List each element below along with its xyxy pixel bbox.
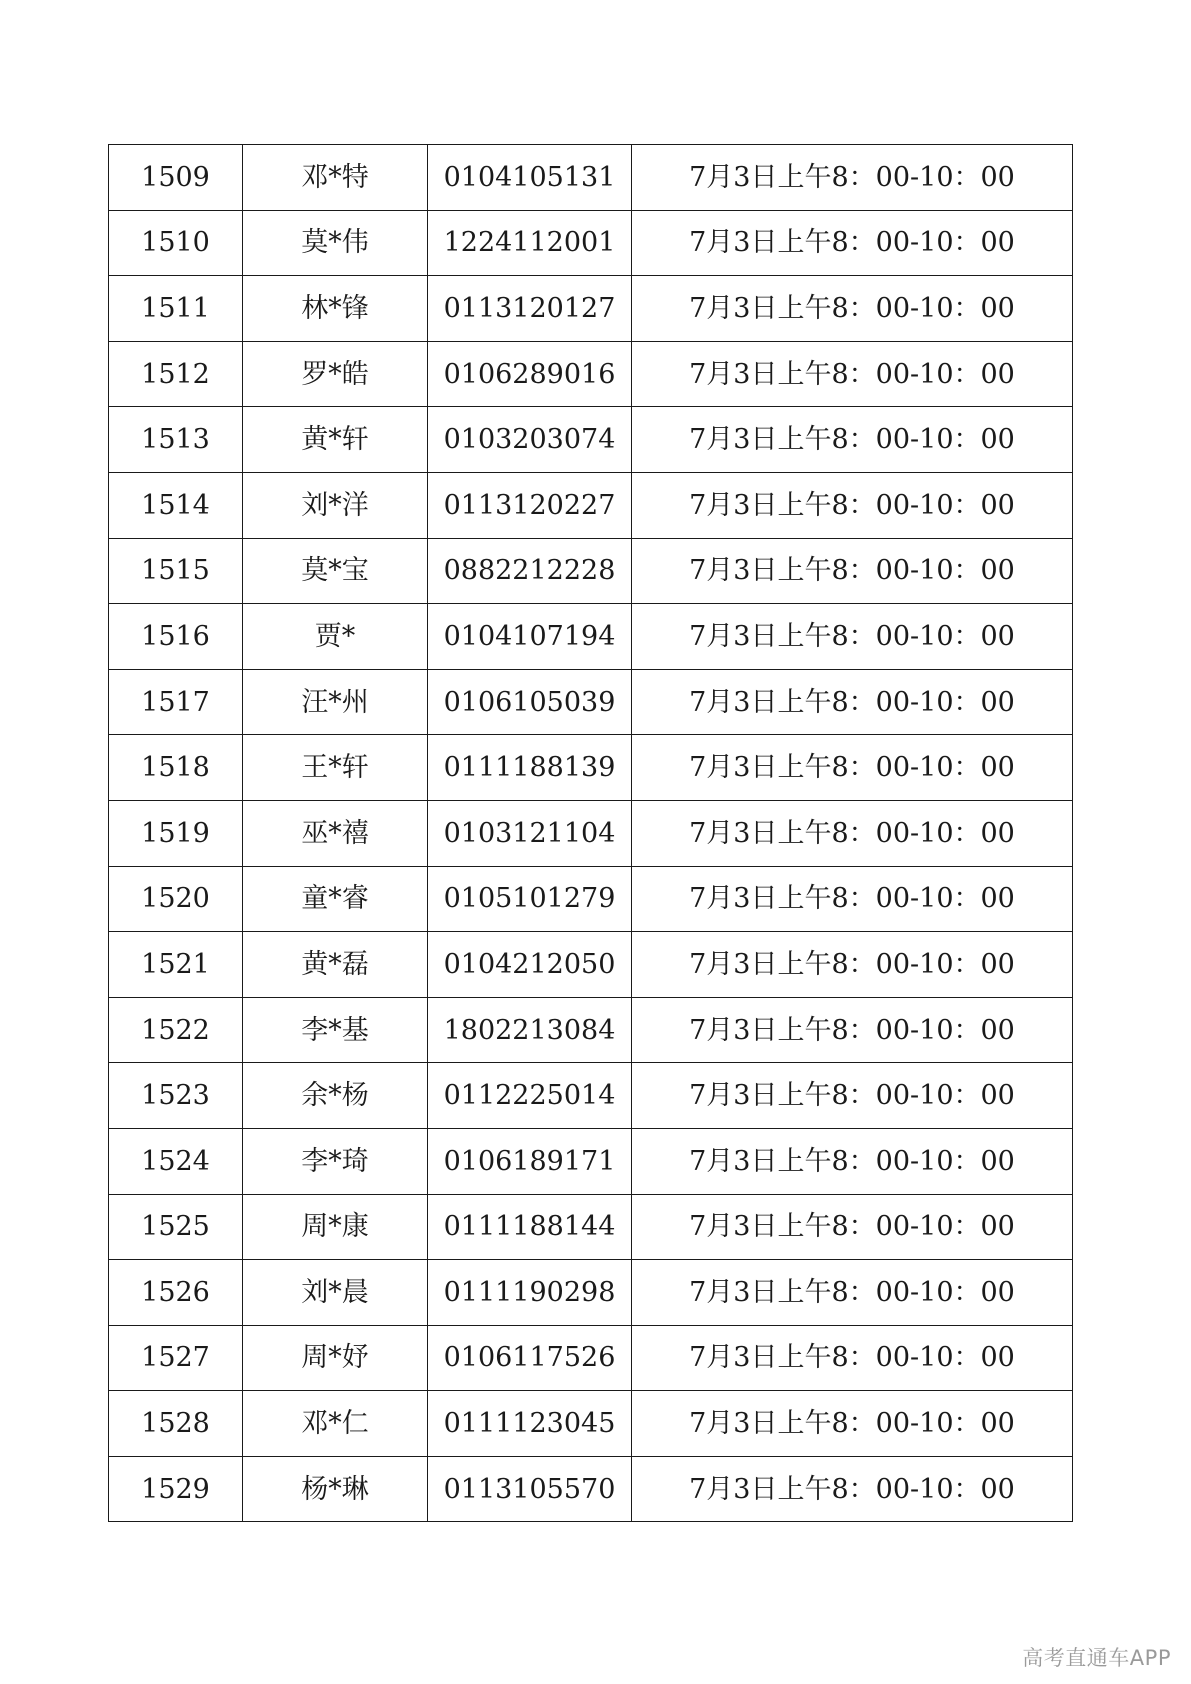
table-row: [109, 341, 1073, 407]
time-slot-cell: 7月3日上午8：00-10：00: [632, 1194, 1073, 1260]
row-number-cell: 1515: [109, 538, 243, 604]
id-number-cell: 0104105131: [428, 145, 632, 211]
row-number-cell: 1529: [109, 1456, 243, 1522]
table-row: [109, 1456, 1073, 1522]
table-row: [109, 538, 1073, 604]
id-number-cell: 1224112001: [428, 210, 632, 276]
row-number-cell: 1509: [109, 145, 243, 211]
name-cell: 杨*琳: [243, 1456, 428, 1522]
time-slot-cell: 7月3日上午8：00-10：00: [632, 1128, 1073, 1194]
row-number-cell: 1522: [109, 997, 243, 1063]
roster-table: [108, 144, 1073, 1522]
id-number-cell: 0103121104: [428, 800, 632, 866]
row-number-cell: 1526: [109, 1260, 243, 1326]
table-row: [109, 407, 1073, 473]
name-cell: 邓*仁: [243, 1391, 428, 1457]
id-number-cell: 0111190298: [428, 1260, 632, 1326]
time-slot-cell: 7月3日上午8：00-10：00: [632, 276, 1073, 342]
table-row: [109, 210, 1073, 276]
time-slot-cell: 7月3日上午8：00-10：00: [632, 604, 1073, 670]
id-number-cell: 0106189171: [428, 1128, 632, 1194]
name-cell: 周*康: [243, 1194, 428, 1260]
time-slot-cell: 7月3日上午8：00-10：00: [632, 210, 1073, 276]
id-number-cell: 0106105039: [428, 669, 632, 735]
name-cell: 李*基: [243, 997, 428, 1063]
table-row: [109, 604, 1073, 670]
id-number-cell: 0105101279: [428, 866, 632, 932]
row-number-cell: 1510: [109, 210, 243, 276]
row-number-cell: 1528: [109, 1391, 243, 1457]
row-number-cell: 1520: [109, 866, 243, 932]
id-number-cell: 0113120227: [428, 472, 632, 538]
roster-table-body: [109, 145, 1073, 1522]
table-row: [109, 1194, 1073, 1260]
row-number-cell: 1524: [109, 1128, 243, 1194]
time-slot-cell: 7月3日上午8：00-10：00: [632, 932, 1073, 998]
id-number-cell: 0111123045: [428, 1391, 632, 1457]
id-number-cell: 0112225014: [428, 1063, 632, 1129]
id-number-cell: 0106289016: [428, 341, 632, 407]
table-row: [109, 1260, 1073, 1326]
row-number-cell: 1517: [109, 669, 243, 735]
id-number-cell: 0103203074: [428, 407, 632, 473]
id-number-cell: 0104107194: [428, 604, 632, 670]
name-cell: 余*杨: [243, 1063, 428, 1129]
name-cell: 黄*轩: [243, 407, 428, 473]
time-slot-cell: 7月3日上午8：00-10：00: [632, 735, 1073, 801]
name-cell: 林*锋: [243, 276, 428, 342]
row-number-cell: 1525: [109, 1194, 243, 1260]
name-cell: 黄*磊: [243, 932, 428, 998]
table-row: [109, 997, 1073, 1063]
row-number-cell: 1511: [109, 276, 243, 342]
table-row: [109, 1325, 1073, 1391]
row-number-cell: 1518: [109, 735, 243, 801]
name-cell: 周*妤: [243, 1325, 428, 1391]
table-row: [109, 800, 1073, 866]
table-row: [109, 472, 1073, 538]
row-number-cell: 1523: [109, 1063, 243, 1129]
time-slot-cell: 7月3日上午8：00-10：00: [632, 997, 1073, 1063]
table-row: [109, 145, 1073, 211]
name-cell: 贾*: [243, 604, 428, 670]
id-number-cell: 0113105570: [428, 1456, 632, 1522]
time-slot-cell: 7月3日上午8：00-10：00: [632, 866, 1073, 932]
time-slot-cell: 7月3日上午8：00-10：00: [632, 1325, 1073, 1391]
table-row: [109, 1391, 1073, 1457]
name-cell: 邓*特: [243, 145, 428, 211]
table-row: [109, 276, 1073, 342]
time-slot-cell: 7月3日上午8：00-10：00: [632, 1456, 1073, 1522]
name-cell: 巫*禧: [243, 800, 428, 866]
time-slot-cell: 7月3日上午8：00-10：00: [632, 472, 1073, 538]
name-cell: 王*轩: [243, 735, 428, 801]
table-row: [109, 669, 1073, 735]
id-number-cell: 0111188139: [428, 735, 632, 801]
name-cell: 刘*晨: [243, 1260, 428, 1326]
name-cell: 童*睿: [243, 866, 428, 932]
row-number-cell: 1512: [109, 341, 243, 407]
table-row: [109, 735, 1073, 801]
id-number-cell: 0106117526: [428, 1325, 632, 1391]
name-cell: 罗*皓: [243, 341, 428, 407]
time-slot-cell: 7月3日上午8：00-10：00: [632, 669, 1073, 735]
row-number-cell: 1514: [109, 472, 243, 538]
id-number-cell: 0111188144: [428, 1194, 632, 1260]
row-number-cell: 1519: [109, 800, 243, 866]
time-slot-cell: 7月3日上午8：00-10：00: [632, 407, 1073, 473]
id-number-cell: 1802213084: [428, 997, 632, 1063]
time-slot-cell: 7月3日上午8：00-10：00: [632, 1391, 1073, 1457]
row-number-cell: 1513: [109, 407, 243, 473]
name-cell: 李*琦: [243, 1128, 428, 1194]
row-number-cell: 1521: [109, 932, 243, 998]
table-row: [109, 866, 1073, 932]
name-cell: 汪*州: [243, 669, 428, 735]
watermark: 高考直通车APP: [1022, 1646, 1171, 1670]
time-slot-cell: 7月3日上午8：00-10：00: [632, 800, 1073, 866]
time-slot-cell: 7月3日上午8：00-10：00: [632, 145, 1073, 211]
name-cell: 莫*宝: [243, 538, 428, 604]
time-slot-cell: 7月3日上午8：00-10：00: [632, 1063, 1073, 1129]
name-cell: 刘*洋: [243, 472, 428, 538]
id-number-cell: 0104212050: [428, 932, 632, 998]
table-row: [109, 1063, 1073, 1129]
table-row: [109, 932, 1073, 998]
time-slot-cell: 7月3日上午8：00-10：00: [632, 341, 1073, 407]
row-number-cell: 1516: [109, 604, 243, 670]
time-slot-cell: 7月3日上午8：00-10：00: [632, 538, 1073, 604]
row-number-cell: 1527: [109, 1325, 243, 1391]
name-cell: 莫*伟: [243, 210, 428, 276]
id-number-cell: 0882212228: [428, 538, 632, 604]
table-row: [109, 1128, 1073, 1194]
time-slot-cell: 7月3日上午8：00-10：00: [632, 1260, 1073, 1326]
id-number-cell: 0113120127: [428, 276, 632, 342]
